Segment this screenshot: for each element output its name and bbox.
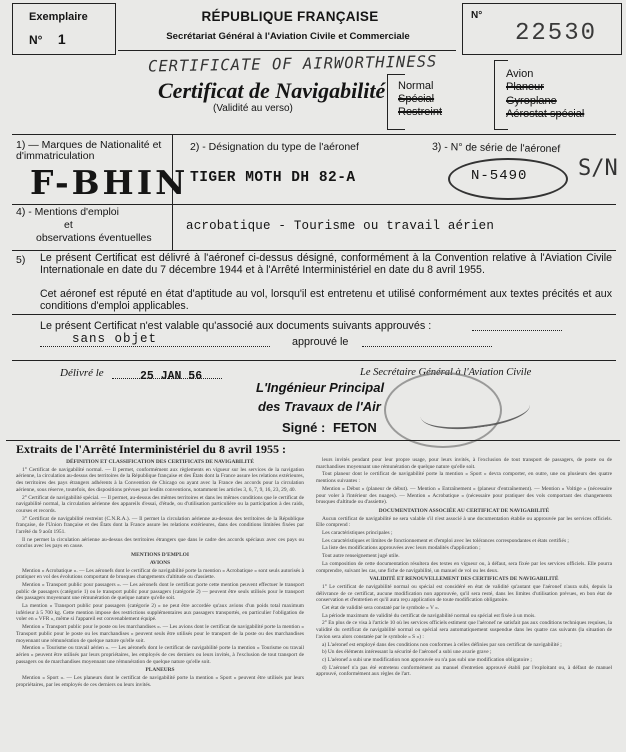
left-paragraph-3: 3° Certificat de navigabilité restreint (C.N.R.A.). — Il permet la circulation aérienne au-dessus des territoires de la République française, de l'Union française et des États dont la France assure les relations extérieures, dans des conditions limitées fixées par l'arrêté du 9 août 1951. <box>16 515 304 536</box>
right-paragraph-14: a) L'aéronef est employé dans des conditions non conformes à celles définies par son certificat de navigabilité ; <box>322 641 562 648</box>
right-heading: DOCUMENTATION ASSOCIÉE AU CERTIFICAT DE NAVIGABILITÉ <box>378 507 550 514</box>
right-paragraph-12: La période maximum de validité du certificat de navigabilité normal ou spécial est fixée à un mois. <box>322 612 536 619</box>
left-heading-3: AVIONS <box>149 559 171 566</box>
right-paragraph-10: 1° Le certificat de navigabilité normal ou spécial est considéré en état de validité qu'autant que l'aéronef n'aura subi, depuis la délivrance de ce certificat, aucune modification non approuvée, qu'il sera resté, dans les limites d'utilisation prévues, en bon état de conservation et d'entretien et qu'il aura reçu application de toute modification obligatoire. <box>316 583 612 604</box>
right-heading-2: VALIDITÉ ET RENOUVELLEMENT DES CERTIFICATS DE NAVIGABILITÉ <box>369 576 559 583</box>
right-paragraph-9: La composition de cette documentation résultera des textes en vigueur ou, à défaut, sera fixée par les services officiels. Elle pourra comprendre, suivant les cas, une fiche de navigabilité, un manuel de vol ou les deux. <box>316 560 612 574</box>
right-paragraph-2: Tout planeur dont le certificat de navigabilité porte la mention « Sport » devra comporter, en outre, une ou plusieurs des quatre mentions suivantes : <box>316 471 612 485</box>
right-paragraph-3: Mention « Début » (planeur de début). — Mention « Entraînement » (planeur d'entraînement). — Mention « Voltige » (nécessaire pour voler à l'intérieur des nuages). — Mention « Acrobatique » (nécessaire pour pratiquer des vols comportant des changements brusques d'altitude ou d'assiette). <box>316 485 612 506</box>
certificate-number: 22530 <box>515 20 598 47</box>
signed-label: Signé : <box>282 420 326 435</box>
clause-paragraph-2: Cet aéronef est réputé en état d'aptitude au vol, lorsqu'il est entretenu et utilisé conformément aux textes précités et aux conditions d'emploi applicables. <box>40 288 612 312</box>
issue-date: 25 JAN 56 <box>140 370 203 383</box>
documents-text: Le présent Certificat n'est valable qu'associé aux documents suivants approuvés : <box>40 320 432 332</box>
right-paragraph-13: 2° En plus de ce visa à l'article 10 où les services officiels estiment que l'aéronef ne satisfait pas aux conditions techniques requises, la validité du certificat de navigabilité normal ou spécial sera automatiquement suspendue dans les quatre cas suivants (la situation de l'avion sera alors constatée par le symbole « S ») : <box>316 620 612 640</box>
type-planeur: Planeur <box>506 81 544 94</box>
certificate-subtitle: (Validité au verso) <box>213 103 293 114</box>
extract-right-column <box>316 457 612 679</box>
right-paragraph-17: d) L'aéronef n'a pas été entretenu conformément au manuel d'entretien approuvé établi par l'exploitant ou, à défaut de manuel approuvé, conformément aux règles de l'art. <box>316 664 612 678</box>
handwritten-title: CERTIFICATE OF AIRWORTHINESS <box>147 52 438 76</box>
signed-name: FETON <box>332 420 377 435</box>
right-paragraph-7: La liste des modifications approuvées avec leurs modalités d'application ; <box>322 545 481 552</box>
clause-number: 5) <box>16 254 26 266</box>
left-paragraph-9: Mention « Tourisme ou travail aérien ». — Les aéronefs dont le certificat de navigabilité porte la mention « Tourisme ou travail aérien » peuvent être utilisés par leurs propriétaires, les employés de ces derniers ou leurs invités, à l'exclusion de tout transport de passagers ou de marchandises moyennant une rémunération de quelque nature qu'elle soit. <box>16 645 304 665</box>
exemplaire-no-label: N° <box>29 33 43 47</box>
left-paragraph-5: Mention « Acrobatique ». — Les aéronefs dont le certificat de navigabilité porte la mention « Acrobatique » sont seuls autorisés à pratiquer en vol des évolutions comportant de brusques changements d'altitude ou d'assiette. <box>16 567 304 581</box>
left-heading-4: PLANEURS <box>145 667 175 674</box>
secretary-title: Le Secrétaire Général à l'Aviation Civile <box>360 367 532 378</box>
certificate-main-title: Certificat de Navigabilité <box>158 78 386 103</box>
certificate-number-box <box>462 3 622 55</box>
engineer-title-line-2: des Travaux de l'Air <box>258 399 381 414</box>
approved-label: approuvé le <box>292 336 349 348</box>
left-heading-2: MENTIONS D'EMPLOI <box>131 552 189 559</box>
category-normal: Normal <box>398 80 434 92</box>
field-4-observations: observations éventuelles <box>36 232 152 244</box>
aircraft-type: TIGER MOTH DH 82-A <box>190 170 356 186</box>
serial-number: N-5490 <box>471 168 528 184</box>
right-paragraph-4: Aucun certificat de navigabilité ne sera valable s'il n'est associé à une documentation établie ou approuvée par les services officiels. Elle comprend : <box>316 515 612 529</box>
field-1-label: 1) — Marques de Nationalité et d'immatriculation <box>16 139 162 162</box>
republic-title: RÉPUBLIQUE FRANÇAISE <box>201 9 379 24</box>
serial-annotation: S/N <box>578 156 618 181</box>
category-restricted: Restreint <box>398 106 443 118</box>
left-paragraph-2: 2° Certificat de navigabilité spécial. — Il permet, au-dessus des mêmes territoires et dans les mêmes conditions que le certificat de navigabilité normal, la circulation aérienne des appareils d'essai, d'étude, ou d'utilisation particulière ou la participation à des raids, courses et records. <box>16 494 304 514</box>
clause-paragraph-1: Le présent Certificat est délivré à l'aéronef ci-dessus désigné, conformément à la Convention relative à l'Aviation Civile Internationale en date du 7 décembre 1944 et à l'Arrêté Interministériel en date du 8 avril 1955. <box>40 252 612 276</box>
left-paragraph-10: Mention « Sport ». — Les planeurs dont le certificat de navigabilité porte la mention « Sport » peuvent être utilisés par leurs propriétaires, par les employés de ces derniers ou leurs invités. <box>16 675 304 688</box>
left-paragraph-4: Il ne permet la circulation aérienne au-dessus des territoires étrangers que dans le cadre des accords spéciaux avec ces pays ou conclus avec les pays en cause. <box>16 536 304 550</box>
exemplaire-box <box>12 3 116 55</box>
left-paragraph-8: Mention « Transport public pour le poste ou les marchandises ». — Les avions dont le certificat de navigabilité porte la mention « Transport public pour le poste ou les marchandises » peuvent seuls être utilisés pour le transport de la poste ou des marchandises moyennant une rémunération de quelque nature qu'elle soit. <box>16 624 304 644</box>
right-paragraph-8: Tout autre renseignement jugé utile. <box>322 553 400 560</box>
type-gyroplane: Gyroplane <box>506 94 557 107</box>
category-special: Spécial <box>398 93 435 105</box>
extract-title: Extraits de l'Arrêté Interministériel du 8 avril 1955 : <box>16 442 286 456</box>
left-paragraph-1: 1° Certificat de navigabilité normal. — Il permet, conformément aux règlements en vigueur sur les services de la navigation aérienne, la circulation au-dessus des territoires de la République française et des États dont la France assure les relations extérieures, des territoires des pays étrangers adhérents à la Convention de Chicago ou ayant avec la France des accords pour la circulation aérienne, sous réserve, toutefois, des dispositions prévues par lesdits conventions, notamment les articles 3, 6, 7, 9, 16, 23, 29, 40. <box>16 466 304 493</box>
secretariat-title: Secrétariat Général à l'Aviation Civile et Commerciale <box>166 31 410 42</box>
field-4-label: 4) - Mentions d'emploi <box>16 206 119 218</box>
exemplaire-label: Exemplaire <box>29 11 88 23</box>
left-heading: DÉFINITION ET CLASSIFICATION DES CERTIFICATS DE NAVIGABILITÉ <box>66 459 254 465</box>
type-aerostat: Aérostat spécial <box>506 108 585 121</box>
delivered-label: Délivré le <box>60 367 104 379</box>
right-paragraph-5: Les caractéristiques principales ; <box>322 530 393 537</box>
registration-mark: F-BHIN <box>30 163 189 202</box>
right-paragraph-1: leurs invités pendant pour leur propre usage, pour leurs invités, à l'exclusion de tout transport de passagers, de poste ou de marchandises moyennant une rémunération de quelque nature qu'elle soit. <box>316 457 612 470</box>
usage-mentions: acrobatique - Tourisme ou travail aérien <box>186 219 495 233</box>
field-2-label: 2) - Désignation du type de l'aéronef <box>190 141 359 153</box>
right-paragraph-15: b) Un des éléments intéressant la sécurité de l'aéronef a subi une avarie grave ; <box>322 649 492 656</box>
exemplaire-no-value: 1 <box>57 31 66 47</box>
extract-left-column <box>16 457 304 690</box>
field-3-label: 3) - N° de série de l'aéronef <box>431 140 561 156</box>
field-4-and: et <box>64 219 73 231</box>
type-avion: Avion <box>506 68 534 80</box>
engineer-title-line-1: L'Ingénieur Principal <box>256 380 385 395</box>
documents-value: sans objet <box>72 332 158 346</box>
left-paragraph-7: La mention « Transport public pour passagers (catégorie 2) » ne peut être accordée qu'aux avions d'un poids total maximum inférieur à 5 700 kg. Cette mention impose des restrictions supplémentaires aux passagers transportés, en particulier l'obligation de voler en « VFR », même si l'appareil est convenablement équipé. <box>16 603 304 623</box>
right-paragraph-11: Cet état de validité sera constaté par le symbole « V ». <box>322 605 440 612</box>
left-paragraph-6: Mention « Transport public pour passagers ». — Les aéronefs dont le certificat porte cette mention peuvent effectuer le transport public de passagers (catégorie 1) ou le transport public pour passagers (catégorie 2) — peuvent être seuls utilisés pour le transport des passagers moyennant une rémunération de quelque nature qu'elle soit. <box>16 581 304 602</box>
number-label: N° <box>471 10 483 21</box>
right-paragraph-16: c) L'aéronef a subi une modification non approuvée ou n'a pas subi une modification obligatoire ; <box>322 656 532 663</box>
right-paragraph-6: Les caractéristiques et limites de fonctionnement et d'emploi avec les tolérances correspondantes et états certifiés ; <box>322 537 569 544</box>
